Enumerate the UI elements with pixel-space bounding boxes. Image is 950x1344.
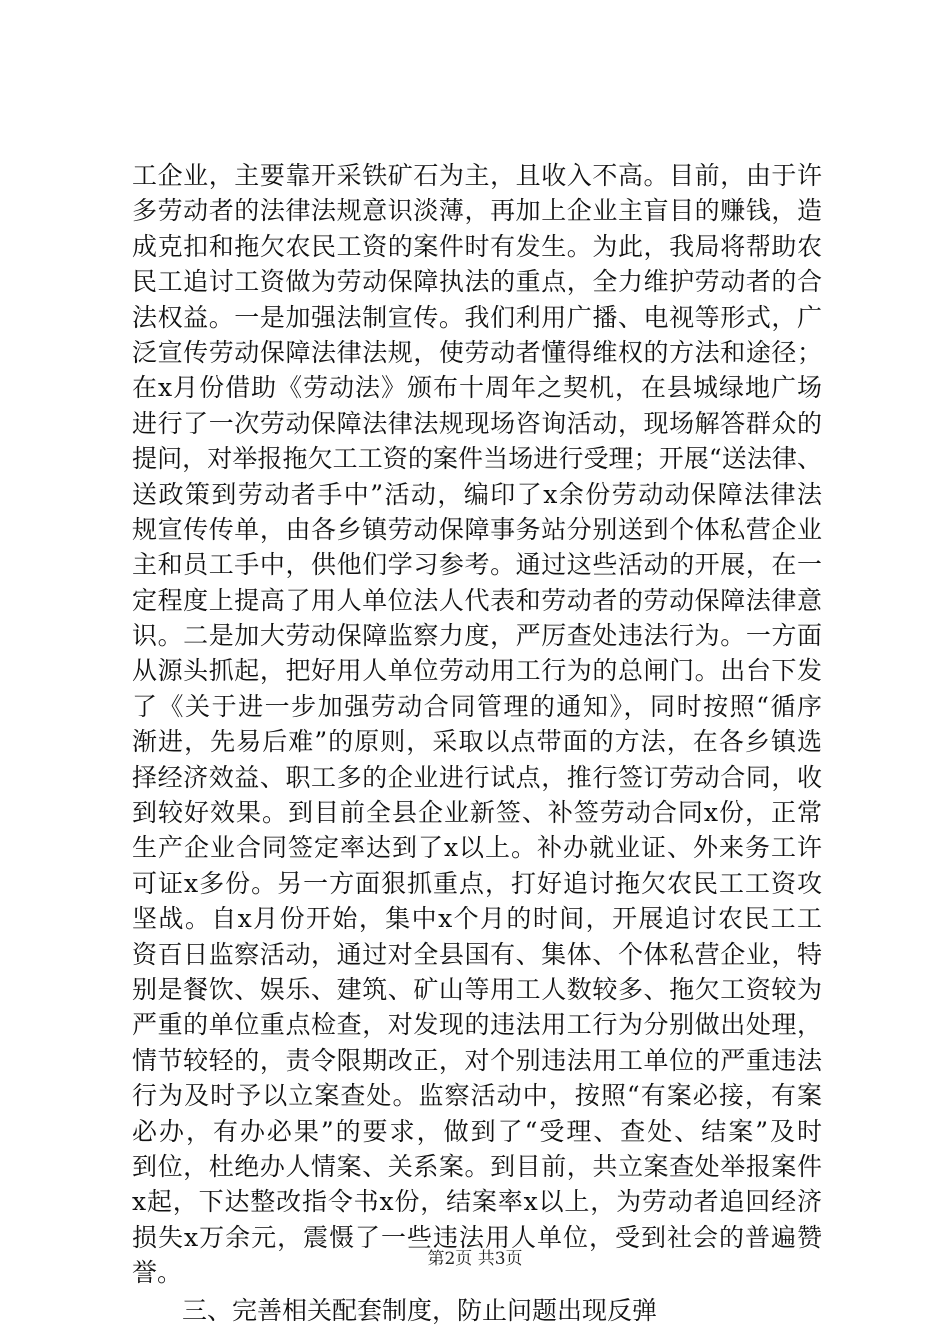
paragraph-line: 了《关于进一步加强劳动合同管理的通知》，同时按照“循序	[132, 691, 822, 721]
paragraph-line: 严重的单位重点检查，对发现的违法用工行为分别做出处理，	[132, 1010, 822, 1040]
paragraph-line: 生产企业合同签定率达到了x以上。补办就业证、外来务工许	[132, 833, 822, 863]
paragraph-line: 进行了一次劳动保障法律法规现场咨询活动，现场解答群众的	[132, 408, 822, 438]
paragraph-line: 行为及时予以立案查处。监察活动中，按照“有案必接，有案	[132, 1081, 822, 1111]
page-footer: 第2页 共3页	[427, 1249, 523, 1269]
paragraph-line: 法权益。一是加强法制宣传。我们利用广播、电视等形式，广	[132, 302, 822, 332]
paragraph-line: 工企业，主要靠开采铁矿石为主，且收入不高。目前，由于许	[132, 161, 822, 190]
paragraph-line: 坚战。自x月份开始，集中x个月的时间，开展追讨农民工工	[132, 904, 822, 934]
paragraph-line: 主和员工手中，供他们学习参考。通过这些活动的开展，在一	[132, 550, 822, 580]
paragraph-line: x起，下达整改指令书x份，结案率x以上，为劳动者追回经济	[132, 1187, 822, 1217]
paragraph-line: 择经济效益、职工多的企业进行试点，推行签订劳动合同，收	[132, 762, 822, 792]
paragraph-line: 定程度上提高了用人单位法人代表和劳动者的劳动保障法律意	[132, 585, 822, 615]
paragraph-line: 规宣传传单，由各乡镇劳动保障事务站分别送到个体私营企业	[132, 514, 822, 544]
paragraph-line: 损失x万余元，震慑了一些违法用人单位，受到社会的普遍赞	[132, 1222, 822, 1252]
paragraph-line: 到位，杜绝办人情案、关系案。到目前，共立案查处举报案件	[132, 1151, 822, 1181]
paragraph-line: 必办，有办必果”的要求，做到了“受理、查处、结案”及时	[132, 1116, 822, 1146]
section-heading: 三、完善相关配套制度，防止问题出现反弹	[182, 1295, 658, 1325]
document-body	[132, 158, 822, 1328]
paragraph-line: 识。二是加大劳动保障监察力度，严厉查处违法行为。一方面	[132, 621, 822, 651]
paragraph-line: 泛宣传劳动保障法律法规，使劳动者懂得维权的方法和途径；	[132, 337, 822, 367]
paragraph-line: 提问，对举报拖欠工工资的案件当场进行受理；开展“送法律、	[132, 444, 822, 474]
paragraph-line: 渐进，先易后难”的原则，采取以点带面的方法，在各乡镇选	[132, 727, 822, 757]
paragraph-line: 可证x多份。另一方面狠抓重点，打好追讨拖欠农民工工资攻	[132, 868, 822, 898]
paragraph-line: 从源头抓起，把好用人单位劳动用工行为的总闸门。出台下发	[132, 656, 822, 686]
paragraph-line: 别是餐饮、娱乐、建筑、矿山等用工人数较多、拖欠工资较为	[132, 974, 822, 1004]
paragraph-line: 到较好效果。到目前全县企业新签、补签劳动合同x份，正常	[132, 798, 822, 828]
paragraph-line: 成克扣和拖欠农民工资的案件时有发生。为此，我局将帮助农	[132, 231, 822, 261]
paragraph-line: 民工追讨工资做为劳动保障执法的重点，全力维护劳动者的合	[132, 267, 822, 297]
paragraph-line: 资百日监察活动，通过对全县国有、集体、个体私营企业，特	[132, 939, 822, 969]
paragraph-line: 情节较轻的，责令限期改正，对个别违法用工单位的严重违法	[132, 1045, 822, 1075]
paragraph-line: 誉。	[132, 1258, 183, 1288]
paragraph-line: 多劳动者的法律法规意识淡薄，再加上企业主盲目的赚钱，造	[132, 196, 822, 226]
paragraph-line: 在x月份借助《劳动法》颁布十周年之契机，在县城绿地广场	[132, 373, 822, 403]
paragraph-line: 送政策到劳动者手中”活动，编印了x余份劳动动保障法律法	[132, 479, 822, 509]
